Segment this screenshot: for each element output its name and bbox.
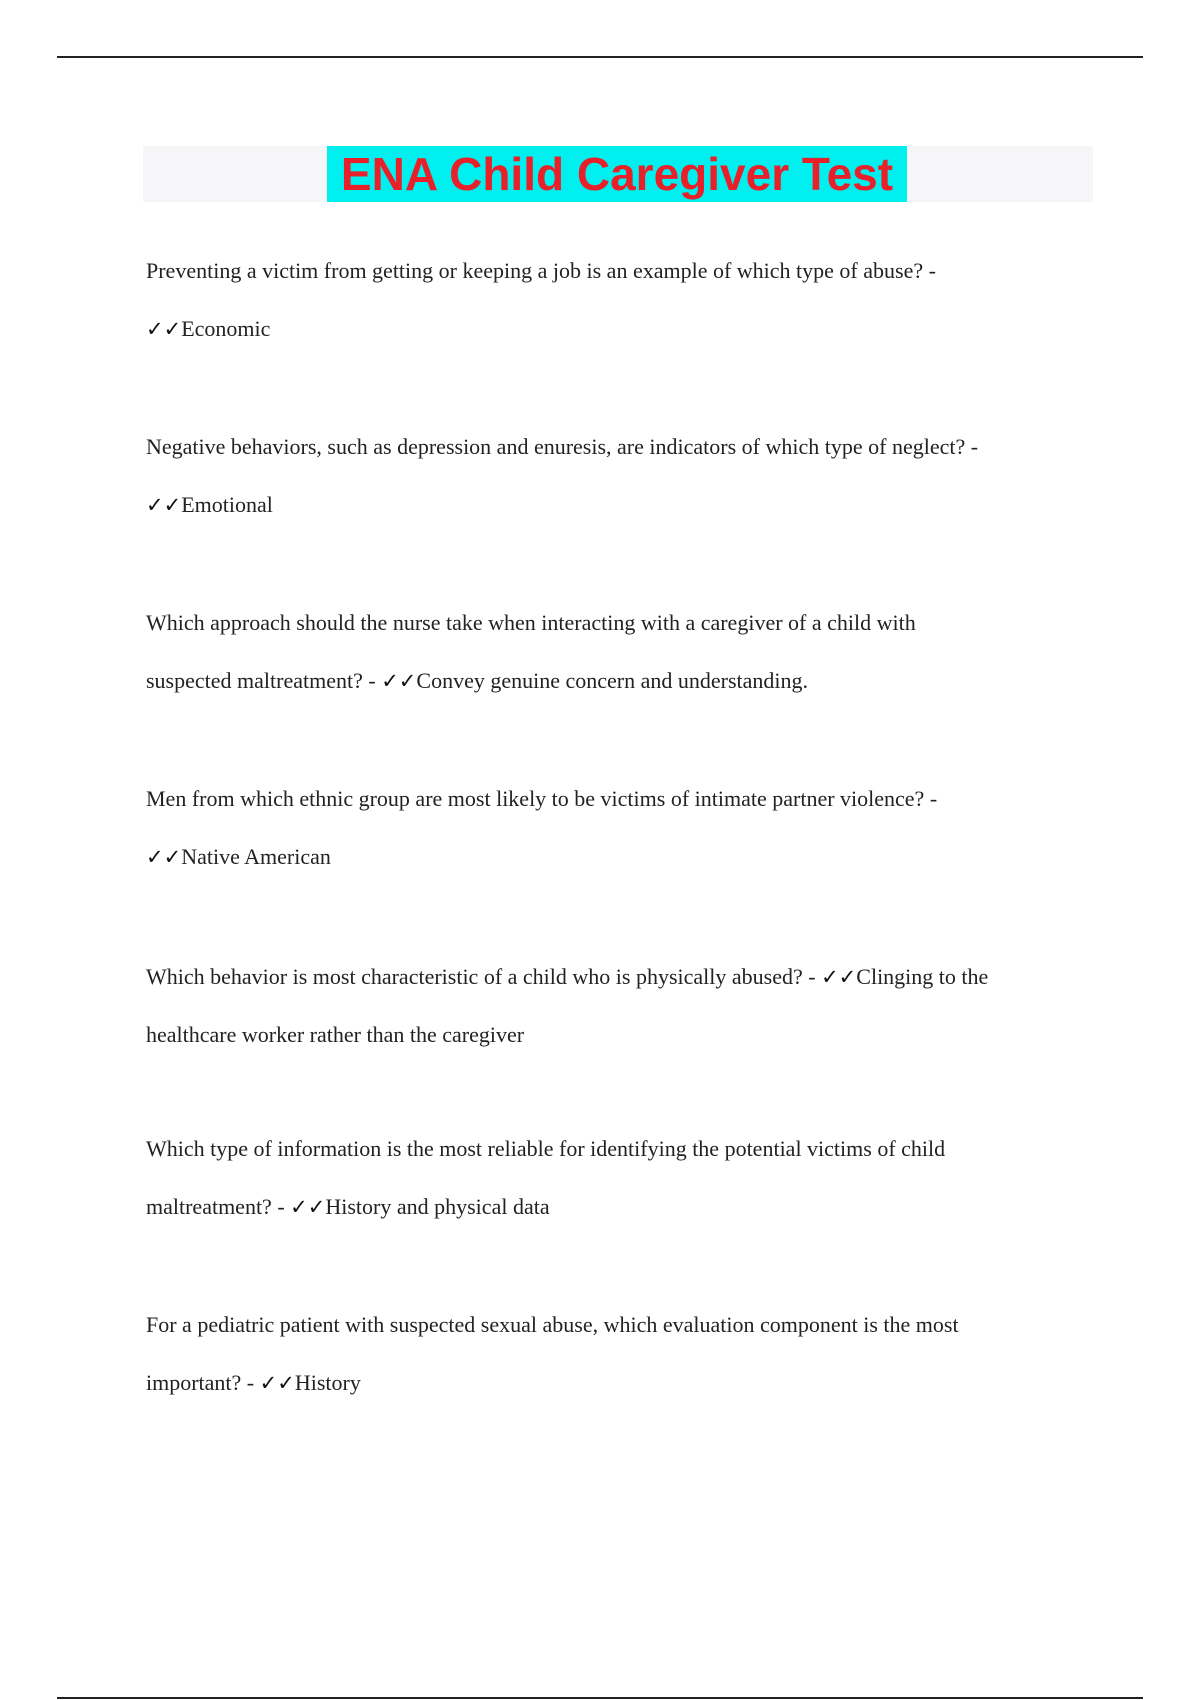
answer-5-check-icon: ✓✓ xyxy=(821,965,857,989)
question-4 xyxy=(146,770,1086,886)
question-1-text: Preventing a victim from getting or keeping a job is an example of which type of abuse? - xyxy=(146,258,936,283)
answer-1-check-icon: ✓✓ xyxy=(146,317,182,341)
question-3 xyxy=(146,594,1086,710)
answer-3-check-icon: ✓✓ xyxy=(381,669,417,693)
question-5 xyxy=(146,948,1086,1064)
question-7 xyxy=(146,1296,1086,1412)
answer-4-check-icon: ✓✓ xyxy=(146,845,182,869)
question-4-text: Men from which ethnic group are most likely to be victims of intimate partner violence? - xyxy=(146,786,938,811)
answer-5-text-continued: healthcare worker rather than the caregiver xyxy=(146,1022,525,1047)
question-2 xyxy=(146,418,1086,534)
answer-7-check-icon: ✓✓ xyxy=(259,1371,295,1395)
answer-3-text: Convey genuine concern and understanding. xyxy=(416,668,808,693)
question-2-text: Negative behaviors, such as depression and enuresis, are indicators of which type of neglect? - xyxy=(146,434,979,459)
answer-2-text: Emotional xyxy=(181,492,273,517)
bottom-rule xyxy=(57,1697,1143,1699)
answer-2-check-icon: ✓✓ xyxy=(146,493,182,517)
answer-6-check-icon: ✓✓ xyxy=(290,1195,326,1219)
answer-1-text: Economic xyxy=(181,316,271,341)
question-1 xyxy=(146,242,1086,358)
question-6-text: Which type of information is the most reliable for identifying the potential victims of child xyxy=(146,1136,946,1161)
top-rule xyxy=(57,56,1143,58)
question-7-text-continued: important? - xyxy=(146,1370,260,1395)
question-6 xyxy=(146,1120,1086,1236)
answer-6-text: History and physical data xyxy=(325,1194,550,1219)
question-3-text-continued: suspected maltreatment? - xyxy=(146,668,382,693)
question-6-text-continued: maltreatment? - xyxy=(146,1194,291,1219)
answer-5-text: Clinging to the xyxy=(856,964,989,989)
answer-7-text: History xyxy=(294,1370,361,1395)
question-7-text: For a pediatric patient with suspected sexual abuse, which evaluation component is the most xyxy=(146,1312,959,1337)
answer-4-text: Native American xyxy=(181,844,331,869)
question-5-text: Which behavior is most characteristic of a child who is physically abused? - xyxy=(146,964,822,989)
question-3-text: Which approach should the nurse take when interacting with a caregiver of a child with xyxy=(146,610,916,635)
document-title: ENA Child Caregiver Test xyxy=(340,148,894,200)
